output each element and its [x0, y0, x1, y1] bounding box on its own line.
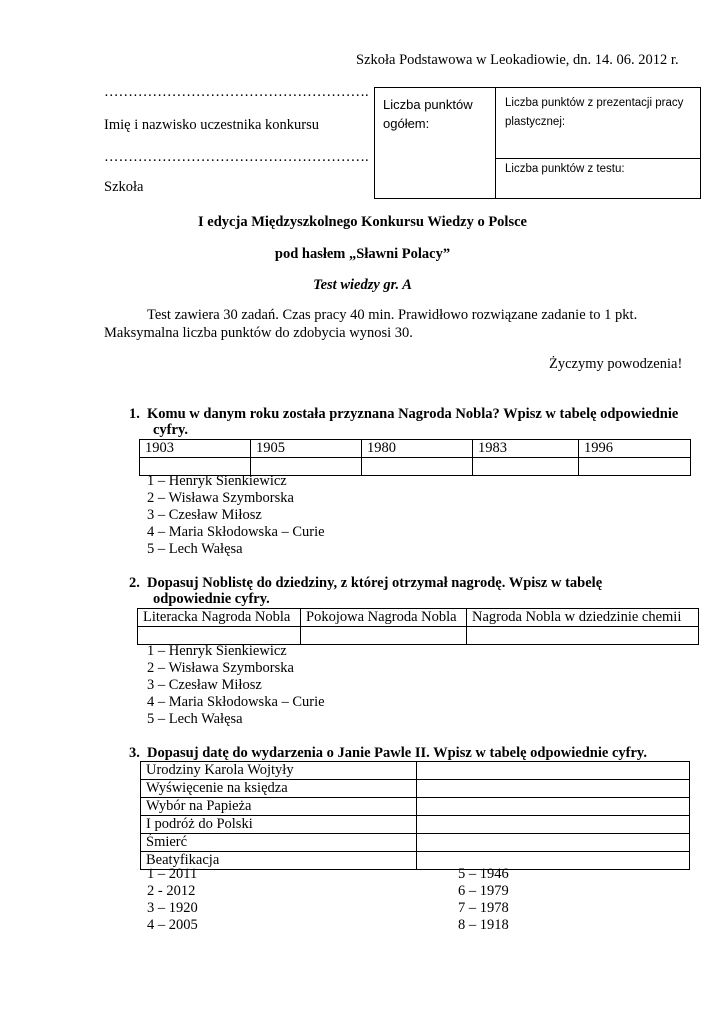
q2-option: 4 – Maria Skłodowska – Curie — [147, 694, 325, 710]
q3-event: I podróż do Polski — [141, 816, 417, 834]
q1-answer-cell[interactable] — [362, 458, 473, 476]
q3-answer-cell[interactable] — [417, 780, 690, 798]
contest-motto: pod hasłem „Sławni Polacy” — [274, 246, 451, 262]
q1-number: 1. — [129, 406, 140, 422]
q3-number: 3. — [129, 745, 140, 761]
intro-line-2: Maksymalna liczba punktów do zdobycia wynosi 30. — [104, 325, 413, 341]
q3-date-option: 7 – 1978 — [458, 900, 509, 916]
q3-table — [140, 761, 690, 870]
q3-answer-cell[interactable] — [417, 834, 690, 852]
school-date-line: Szkoła Podstawowa w Leokadiowie, dn. 14. 06. 2012 r. — [356, 52, 679, 68]
q3-answer-cell[interactable] — [417, 798, 690, 816]
q1-option: 2 – Wisława Szymborska — [147, 490, 294, 506]
q1-text-line2: cyfry. — [153, 422, 189, 438]
good-luck: Życzymy powodzenia! — [549, 356, 683, 372]
name-label: Imię i nazwisko uczestnika konkursu — [104, 117, 320, 133]
q3-date-option: 2 - 2012 — [147, 883, 196, 899]
school-dots: ………………………………………………. — [104, 149, 369, 165]
score-box — [374, 87, 701, 199]
art-points-label: Liczba punktów z prezentacji pracy plastycznej: — [505, 97, 684, 128]
q3-event: Urodziny Karola Wojtyły — [141, 762, 417, 780]
intro-line-1: Test zawiera 30 zadań. Czas pracy 40 min. Prawidłowo rozwiązane zadanie to 1 pkt. — [147, 307, 638, 323]
q2-category: Pokojowa Nagroda Nobla — [301, 609, 467, 627]
q2-category: Literacka Nagroda Nobla — [138, 609, 301, 627]
q3-event: Śmierć — [141, 834, 417, 852]
q1-option: 5 – Lech Wałęsa — [147, 541, 243, 557]
q1-year: 1903 — [140, 440, 251, 458]
q2-option: 1 – Henryk Sienkiewicz — [147, 643, 287, 659]
q1-year: 1905 — [251, 440, 362, 458]
total-points-label: Liczba punktów ogółem: — [383, 97, 473, 131]
q3-answer-cell[interactable] — [417, 816, 690, 834]
q3-answer-cell[interactable] — [417, 762, 690, 780]
q1-answer-cell[interactable] — [473, 458, 579, 476]
q2-answer-cell[interactable] — [301, 627, 467, 645]
q3-text: Dopasuj datę do wydarzenia o Janie Pawle II. Wpisz w tabelę odpowiednie cyfry. — [147, 745, 647, 761]
q3-date-option: 6 – 1979 — [458, 883, 509, 899]
q1-answer-cell[interactable] — [579, 458, 691, 476]
q2-text-line1: Dopasuj Noblistę do dziedziny, z której otrzymał nagrodę. Wpisz w tabelę — [147, 575, 603, 591]
q2-answer-cell[interactable] — [138, 627, 301, 645]
q1-table — [139, 439, 691, 476]
q3-date-option: 5 – 1946 — [458, 866, 509, 882]
q3-event: Wybór na Papieża — [141, 798, 417, 816]
q2-category: Nagroda Nobla w dziedzinie chemii — [467, 609, 699, 627]
q2-option: 2 – Wisława Szymborska — [147, 660, 294, 676]
q1-year: 1996 — [579, 440, 691, 458]
school-label: Szkoła — [104, 179, 144, 195]
contest-title: I edycja Międzyszkolnego Konkursu Wiedzy o Polsce — [198, 214, 527, 230]
q2-table — [137, 608, 699, 645]
name-dots: ………………………………………………. — [104, 84, 369, 100]
q1-option: 1 – Henryk Sienkiewicz — [147, 473, 287, 489]
q1-year: 1983 — [473, 440, 579, 458]
test-points-label: Liczba punktów z testu: — [505, 163, 625, 175]
q3-date-option: 8 – 1918 — [458, 917, 509, 933]
q1-text-line1: Komu w danym roku została przyznana Nagroda Nobla? Wpisz w tabelę odpowiednie — [147, 406, 679, 422]
q1-option: 3 – Czesław Miłosz — [147, 507, 262, 523]
q2-number: 2. — [129, 575, 140, 591]
q2-option: 5 – Lech Wałęsa — [147, 711, 243, 727]
q2-text-line2: odpowiednie cyfry. — [153, 591, 270, 607]
q3-date-option: 1 – 2011 — [147, 866, 198, 882]
q3-event: Wyświęcenie na księdza — [141, 780, 417, 798]
test-group: Test wiedzy gr. A — [313, 277, 412, 293]
q1-year: 1980 — [362, 440, 473, 458]
q3-date-option: 3 – 1920 — [147, 900, 198, 916]
q3-date-option: 4 – 2005 — [147, 917, 198, 933]
q2-option: 3 – Czesław Miłosz — [147, 677, 262, 693]
q1-option: 4 – Maria Skłodowska – Curie — [147, 524, 325, 540]
q2-answer-cell[interactable] — [467, 627, 699, 645]
q3-event: Beatyfikacja — [141, 852, 417, 870]
